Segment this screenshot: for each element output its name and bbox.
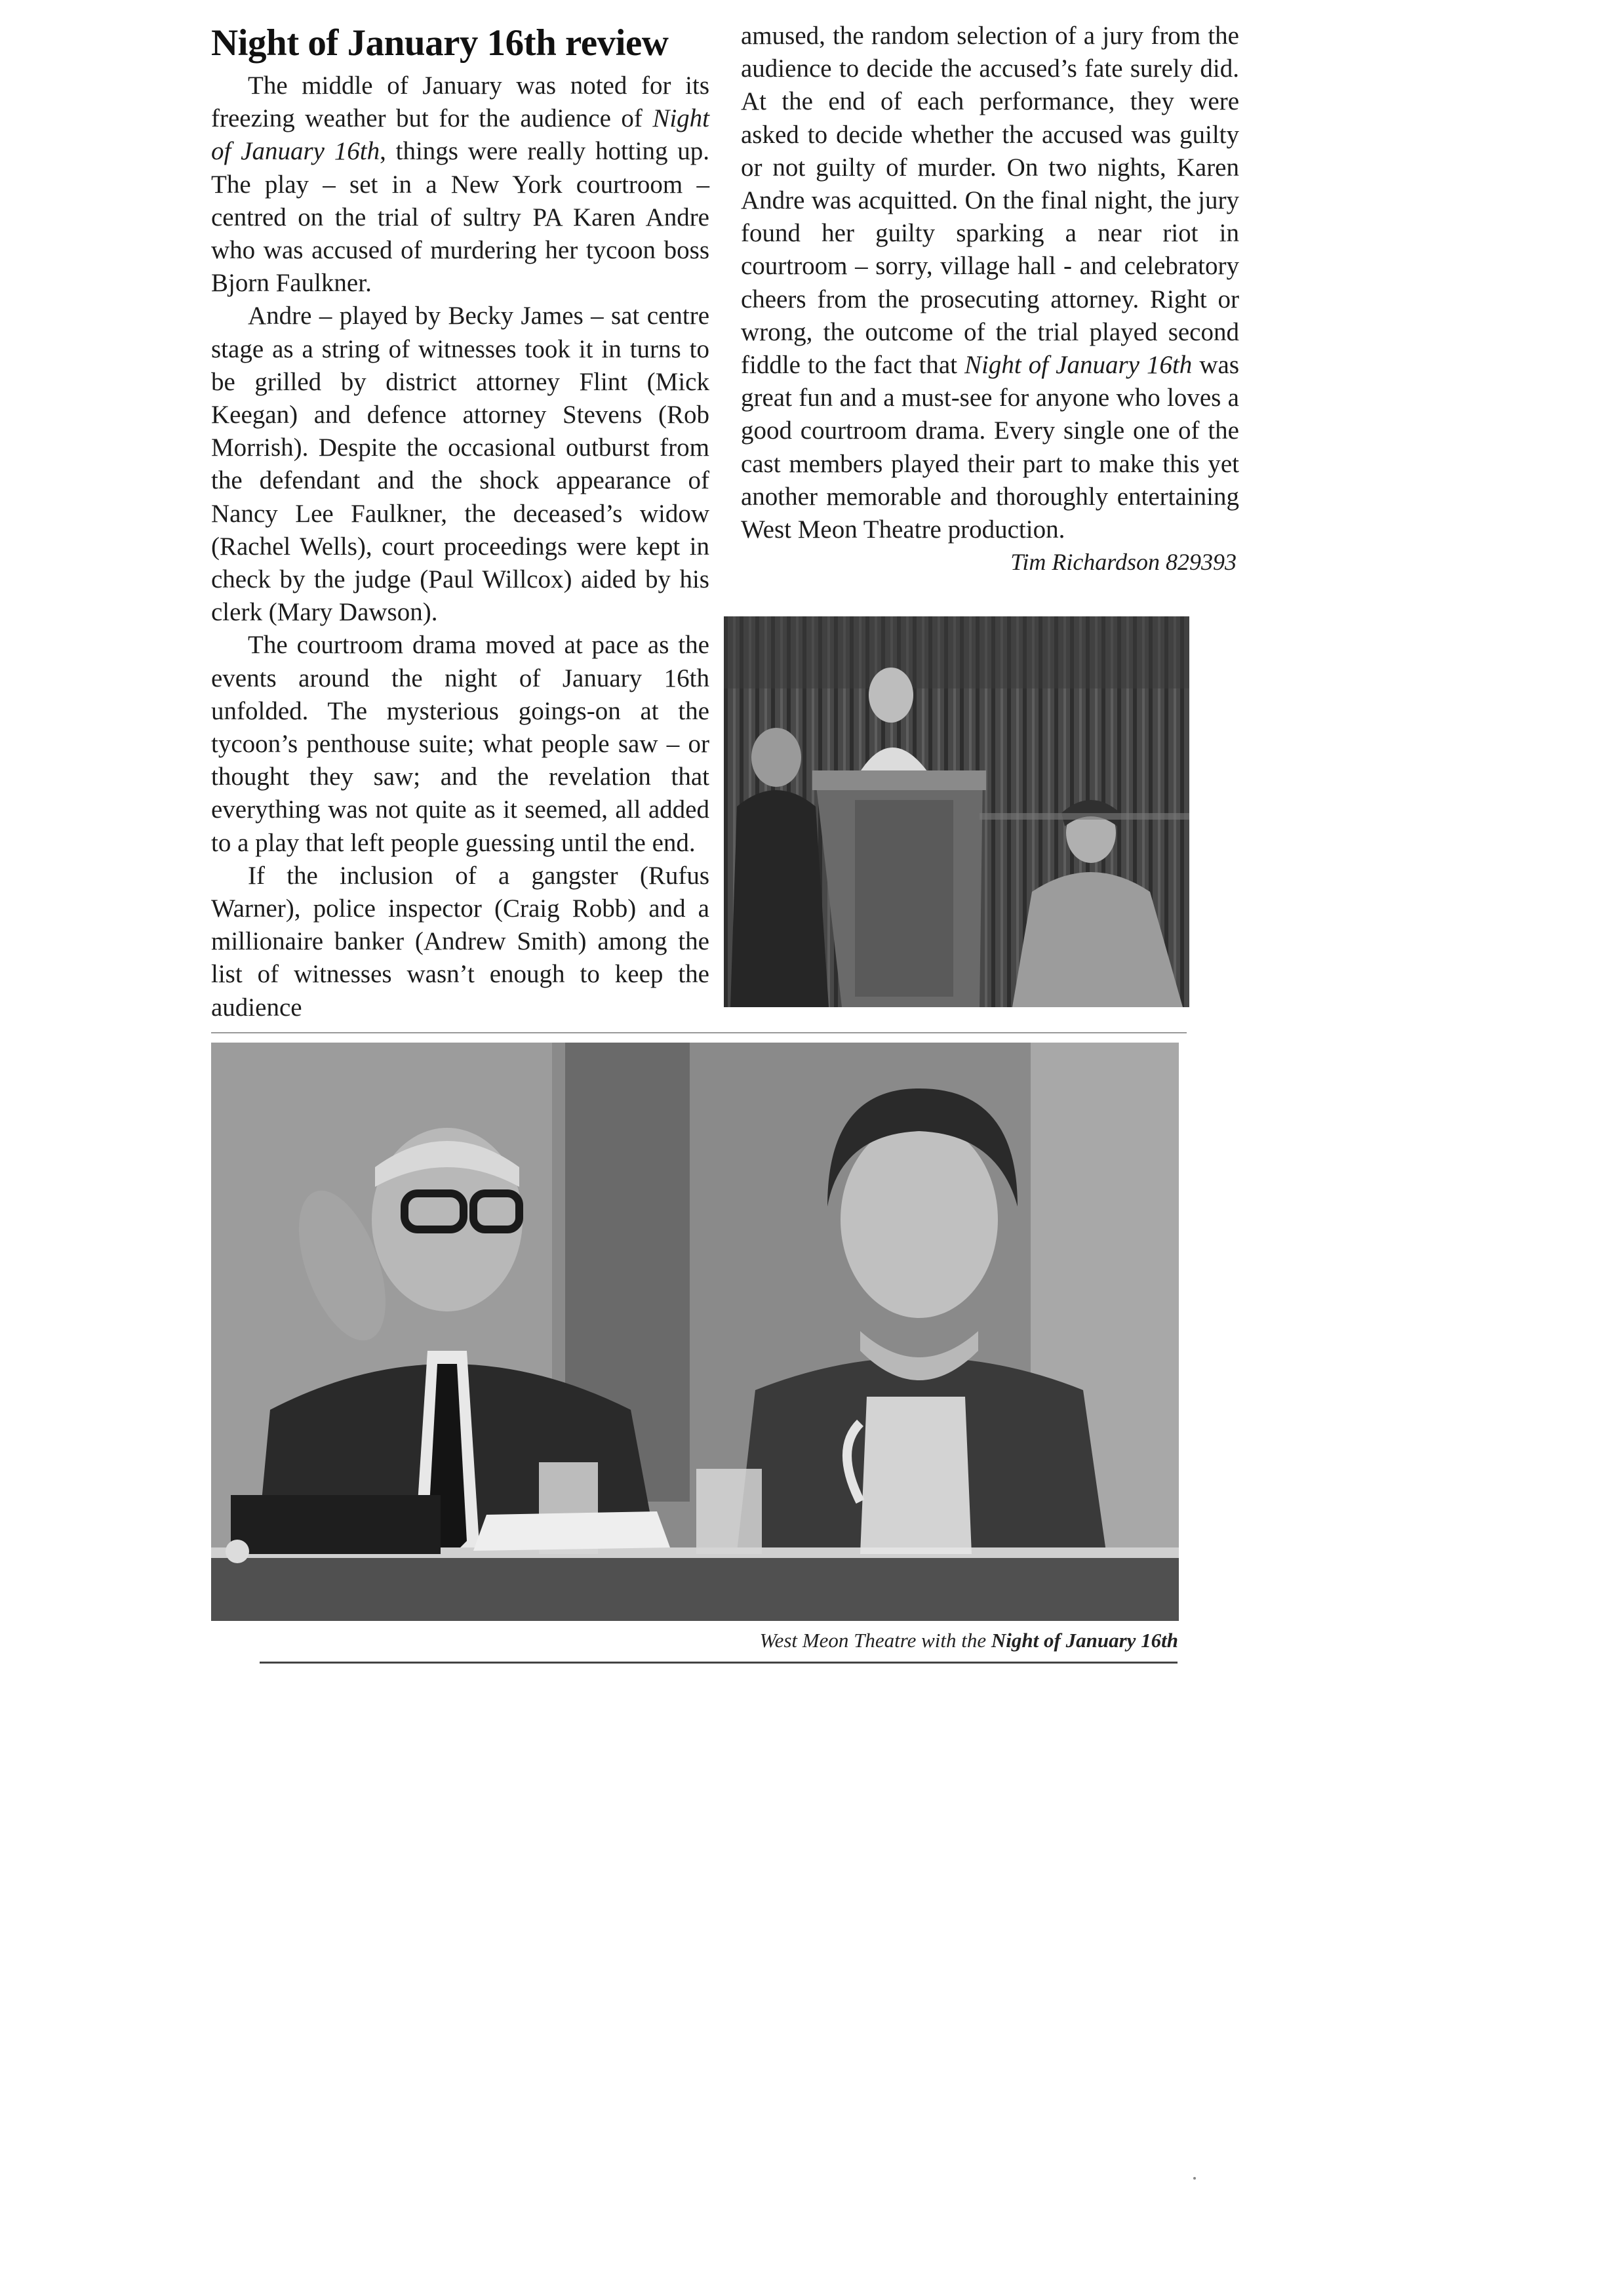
stray-mark (1193, 2177, 1196, 2180)
right-column (741, 20, 1239, 578)
caption-prefix: West Meon Theatre with the (759, 1629, 991, 1652)
right-body-text (741, 20, 1239, 546)
byline: Tim Richardson 829393 (1010, 549, 1237, 576)
actors-photo-image (211, 1043, 1179, 1621)
photo-caption (760, 1627, 1178, 1654)
paragraph: Andre – played by Becky James – sat centre stage as a string of witnesses took it in turns to be grilled by district attorney Flint (Mick Keegan) and defence attorney Stevens (Rob Morrish). Despite the occasional outburst from the defendant and the shock appearance of Nancy Lee Faulkner, the deceased’s widow (Rachel Wells), court proceedings were kept in check by the judge (Paul Willcox) aided by his clerk (Mary Dawson). (211, 302, 709, 627)
courtroom-photo-image (724, 616, 1189, 1007)
left-column (211, 20, 709, 1024)
article-title: Night of January 16th review (211, 22, 669, 64)
paragraph: amused, the random selection of a jury from the audience to decide the accused’s fate surely did. At the end of each performance, they were asked to decide whether the accused was guilty or not guilty of murder. On two nights, Karen Andre was acquitted. On the final night, the jury found her guilty sparking a near riot in courtroom – sorry, village hall - and celebratory cheers from the prosecuting attorney. Right or wrong, the outcome of the trial played second fiddle to the fact that Night of January 16th was great fun and a must-see for anyone who loves a good courtroom drama. Every single one of the cast members played their part to make this yet another memorable and thoroughly entertaining West Meon Theatre production. (741, 22, 1239, 544)
separator-rule (211, 1032, 1187, 1033)
paragraph: The courtroom drama moved at pace as the events around the night of January 16th unfolded. The mysterious goings-on at the tycoon’s penthouse suite; what people saw – or thought they saw; and the revelation that everything was not quite as it seemed, all added to a play that left people guessing until the end. (211, 631, 709, 857)
caption-title: Night of January 16th (991, 1629, 1178, 1652)
paragraph: The middle of January was noted for its freezing weather but for the audience of Night of January 16th, things were really hotting up. The play – set in a New York courtroom – centred on the trial of sultry PA Karen Andre who was accused of murdering her tycoon boss Bjorn Faulkner. (211, 71, 710, 298)
caption-rule (260, 1662, 1178, 1664)
actors-photo (211, 1043, 1179, 1621)
courtroom-photo (724, 616, 1189, 1007)
left-body-text (211, 70, 709, 1024)
paragraph: If the inclusion of a gangster (Rufus Warner), police inspector (Craig Robb) and a millionaire banker (Andrew Smith) among the list of witnesses wasn’t enough to keep the audience (211, 861, 709, 1022)
